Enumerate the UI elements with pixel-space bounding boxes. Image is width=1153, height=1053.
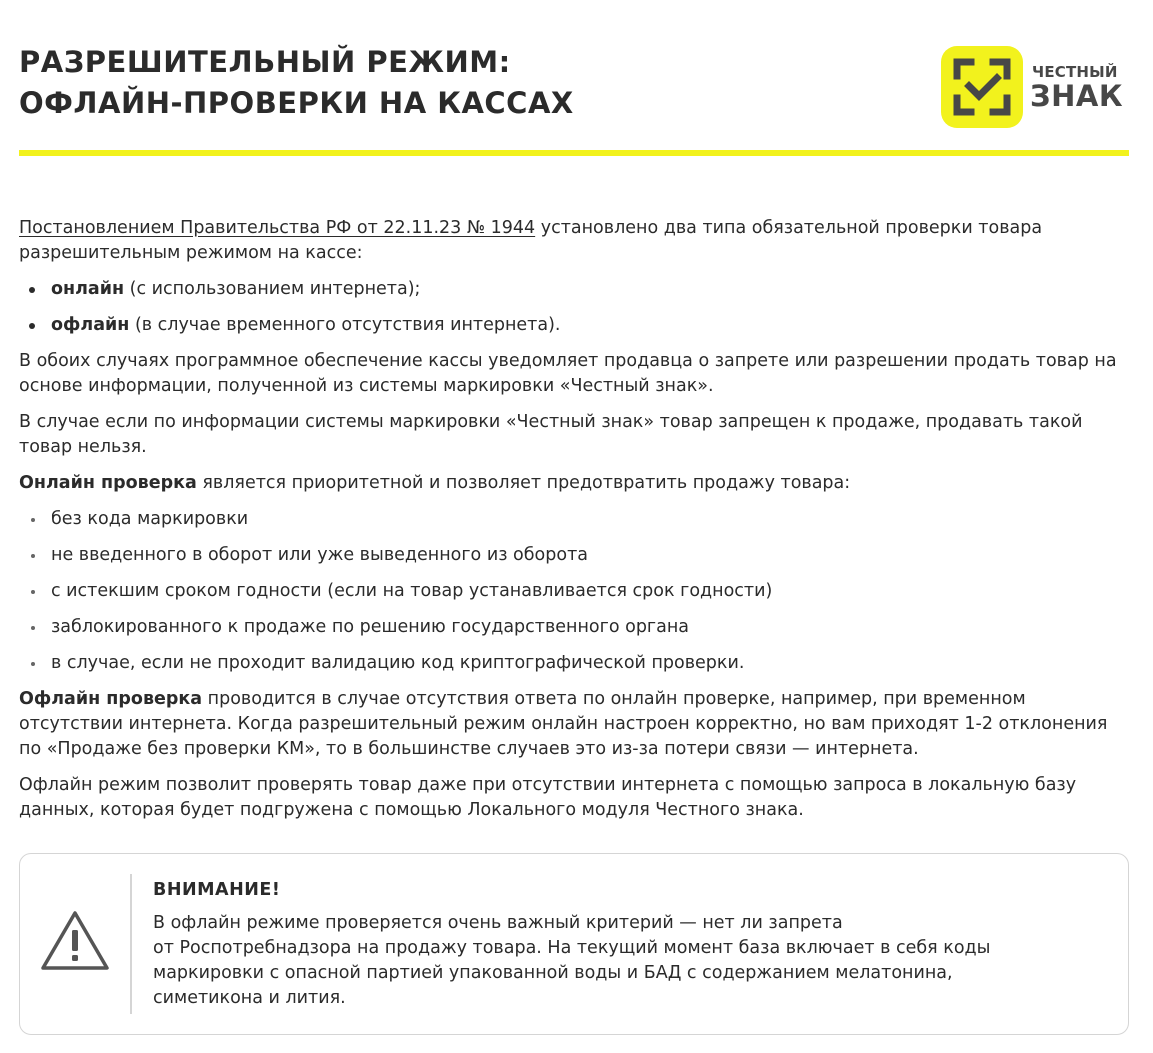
logo-text-big: ЗНАК (1030, 79, 1124, 113)
page-title-line-1: РАЗРЕШИТЕЛЬНЫЙ РЕЖИМ: (19, 45, 511, 79)
list-item: в случае, если не проходит валидацию код криптографической проверки. (19, 651, 1129, 676)
paragraph-local-module: Офлайн режим позволит проверять товар даже при отсутствии интернета с помощью запроса в локальную базу данных, которая будет подгружена с помощью Локального модуля Честного знака. (19, 775, 1077, 820)
list-item (19, 313, 1129, 338)
paragraph-both-cases: В обоих случаях программное обеспечение кассы уведомляет продавца о запрете или разрешении продать товар на основе информации, полученной из системы маркировки «Честный знак». (19, 351, 1117, 396)
warning-triangle-icon (40, 910, 110, 972)
notice-line: маркировки с опасной партией упакованной воды и БАД с содержанием мелатонина, (153, 963, 953, 983)
checkmark-in-brackets-icon (941, 46, 1023, 128)
notice-text (153, 911, 1033, 1011)
list-item-bold: офлайн (51, 315, 130, 335)
online-check-text: является приоритетной и позволяет предотвратить продажу товара: (196, 473, 851, 493)
attention-notice (19, 853, 1129, 1035)
notice-title: ВНИМАНИЕ! (153, 880, 281, 900)
online-check-list (19, 507, 1129, 676)
check-types-list (19, 277, 1129, 338)
chestny-znak-logo (941, 46, 1131, 128)
notice-line: В офлайн режиме проверяется очень важный критерий — нет ли запрета (153, 913, 843, 933)
article-body (19, 216, 1129, 834)
header-divider (19, 150, 1129, 156)
list-item-text: (в случае временного отсутствия интернета). (129, 315, 561, 335)
notice-divider (130, 874, 132, 1014)
list-item: с истекшим сроком годности (если на товар устанавливается срок годности) (19, 579, 1129, 604)
paragraph-forbidden: В случае если по информации системы маркировки «Честный знак» товар запрещен к продаже, продавать такой товар нельзя. (19, 412, 1083, 457)
intro-text: установлено два типа обязательной проверки товара разрешительным режимом на кассе: (19, 218, 1043, 263)
list-item-text: (с использованием интернета); (124, 279, 421, 299)
list-item: не введенного в оборот или уже выведенного из оборота (19, 543, 1129, 568)
list-item: заблокированного к продаже по решению государственного органа (19, 615, 1129, 640)
list-item (19, 277, 1129, 302)
online-check-label: Онлайн проверка (19, 473, 197, 493)
notice-line: симетикона и лития. (153, 988, 346, 1008)
intro-paragraph (19, 216, 1129, 266)
logo-mark (941, 46, 1023, 128)
resolution-link[interactable]: Постановлением Правительства РФ от 22.11.23 № 1944 (19, 218, 536, 238)
page-title (19, 42, 819, 124)
offline-check-paragraph (19, 687, 1129, 762)
page-title-line-2: ОФЛАЙН-ПРОВЕРКИ НА КАССАХ (19, 86, 574, 120)
list-item-bold: онлайн (51, 279, 125, 299)
header (19, 40, 1129, 140)
offline-check-text: проводится в случае отсутствия ответа по онлайн проверке, например, при временном отсутствии интернета. Когда разрешительный режим онлайн настроен корректно, но вам приходят 1-2 отклонения по «Продаже без проверки КМ», то в большинстве случаев это из-за потери связи — интернета. (19, 689, 1108, 759)
online-check-paragraph (19, 471, 1129, 496)
logo-text-small: ЧЕСТНЫЙ (1032, 63, 1118, 81)
offline-check-label: Офлайн проверка (19, 689, 203, 709)
notice-line: от Роспотребнадзора на продажу товара. На текущий момент база включает в себя коды (153, 938, 991, 958)
list-item: без кода маркировки (19, 507, 1129, 532)
